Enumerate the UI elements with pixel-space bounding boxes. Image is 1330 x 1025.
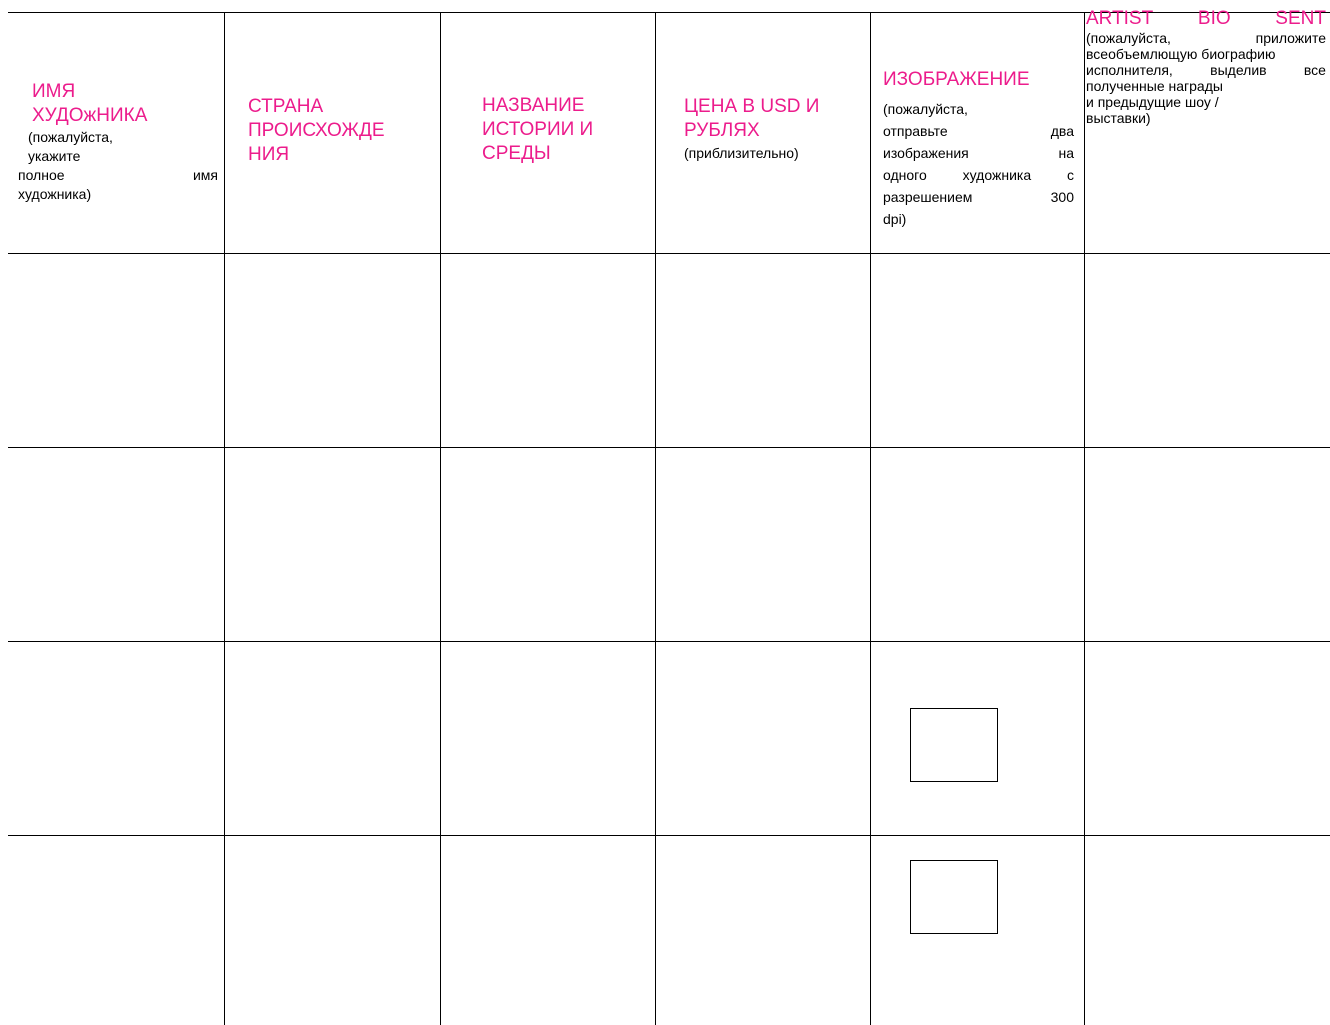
artist-name-cell[interactable]	[8, 836, 224, 1025]
story-media-cell[interactable]	[441, 448, 655, 641]
story-media-cell[interactable]	[441, 836, 655, 1025]
header-title-word: BIO	[1197, 8, 1231, 29]
header-note: художника)	[18, 186, 92, 202]
artist-name-cell[interactable]	[8, 642, 224, 835]
header-title: ИЗОБРАЖЕНИЕ	[883, 69, 1030, 90]
header-note: (пожалуйста,	[28, 129, 113, 145]
story-media-cell[interactable]	[441, 254, 655, 447]
header-note-word: разрешением	[883, 189, 973, 205]
header-note-word: исполнителя,	[1086, 62, 1173, 78]
table-row	[8, 254, 1330, 447]
artist-bio-cell[interactable]	[1085, 254, 1330, 447]
header-note: (приблизительно)	[684, 145, 799, 161]
price-cell[interactable]	[656, 642, 870, 835]
header-title: РУБЛЯХ	[684, 120, 760, 141]
header-note-word: изображения	[883, 145, 969, 161]
image-cell[interactable]	[871, 448, 1084, 641]
header-story-media	[482, 94, 642, 166]
table-row	[8, 448, 1330, 641]
header-note: dpi)	[883, 211, 907, 227]
header-title: ПРОИСХОЖДЕ	[248, 120, 385, 141]
header-title: ЦЕНА В USD И	[684, 96, 820, 117]
country-cell[interactable]	[225, 254, 440, 447]
country-cell[interactable]	[225, 448, 440, 641]
header-note-word: отправьте	[883, 123, 948, 139]
header-note	[1086, 62, 1326, 78]
header-note-word: имя	[192, 167, 218, 183]
header-note-word: одного	[883, 167, 927, 183]
table-row	[8, 642, 1330, 835]
header-title-word: ARTIST	[1086, 8, 1154, 29]
header-image	[883, 68, 1074, 230]
header-note-word: выделив	[1210, 62, 1267, 78]
header-note: и предыдущие шоу /	[1086, 94, 1219, 110]
header-note-word: (пожалуйста,	[1086, 30, 1171, 46]
header-note: всеобъемлющую биографию	[1086, 46, 1276, 62]
header-artist-name	[18, 80, 218, 204]
header-title: СРЕДЫ	[482, 143, 551, 164]
price-cell[interactable]	[656, 836, 870, 1025]
header-note-word: с	[1067, 167, 1074, 183]
header-country-origin	[248, 95, 428, 167]
header-title-word: SENT	[1275, 8, 1326, 29]
story-media-cell[interactable]	[441, 642, 655, 835]
artist-name-cell[interactable]	[8, 448, 224, 641]
header-artist-bio	[1086, 8, 1326, 126]
header-note-word: все	[1303, 62, 1326, 78]
header-price	[684, 95, 864, 163]
header-note-word: на	[1058, 145, 1074, 161]
country-cell[interactable]	[225, 836, 440, 1025]
header-title: СТРАНА	[248, 96, 324, 117]
header-note	[883, 186, 1074, 208]
header-title: ХУДОжНИКА	[32, 105, 148, 126]
header-note-word: художника	[962, 167, 1032, 183]
header-note: (пожалуйста,	[883, 101, 968, 117]
header-note-word: приложите	[1255, 30, 1326, 46]
header-note-word: полное	[18, 167, 65, 183]
header-title: ИМЯ	[32, 81, 76, 102]
artist-bio-cell[interactable]	[1085, 836, 1330, 1025]
table-row	[8, 836, 1330, 1025]
header-note: выставки)	[1086, 110, 1151, 126]
header-note	[883, 164, 1074, 186]
header-title: НИЯ	[248, 144, 290, 165]
header-note: укажите	[28, 148, 81, 164]
header-note-word: два	[1050, 123, 1074, 139]
header-note: полученные награды	[1086, 78, 1223, 94]
header-note	[883, 142, 1074, 164]
header-title	[1086, 8, 1326, 30]
header-note	[1086, 30, 1326, 46]
header-note	[883, 120, 1074, 142]
country-cell[interactable]	[225, 642, 440, 835]
image-checkbox[interactable]	[910, 860, 998, 934]
artist-bio-cell[interactable]	[1085, 642, 1330, 835]
image-cell[interactable]	[871, 254, 1084, 447]
artist-name-cell[interactable]	[8, 254, 224, 447]
header-note-word: 300	[1050, 189, 1074, 205]
artist-bio-cell[interactable]	[1085, 448, 1330, 641]
header-note	[18, 166, 218, 185]
image-checkbox[interactable]	[910, 708, 998, 782]
header-title: НАЗВАНИЕ	[482, 95, 585, 116]
price-cell[interactable]	[656, 448, 870, 641]
price-cell[interactable]	[656, 254, 870, 447]
header-title: ИСТОРИИ И	[482, 119, 594, 140]
